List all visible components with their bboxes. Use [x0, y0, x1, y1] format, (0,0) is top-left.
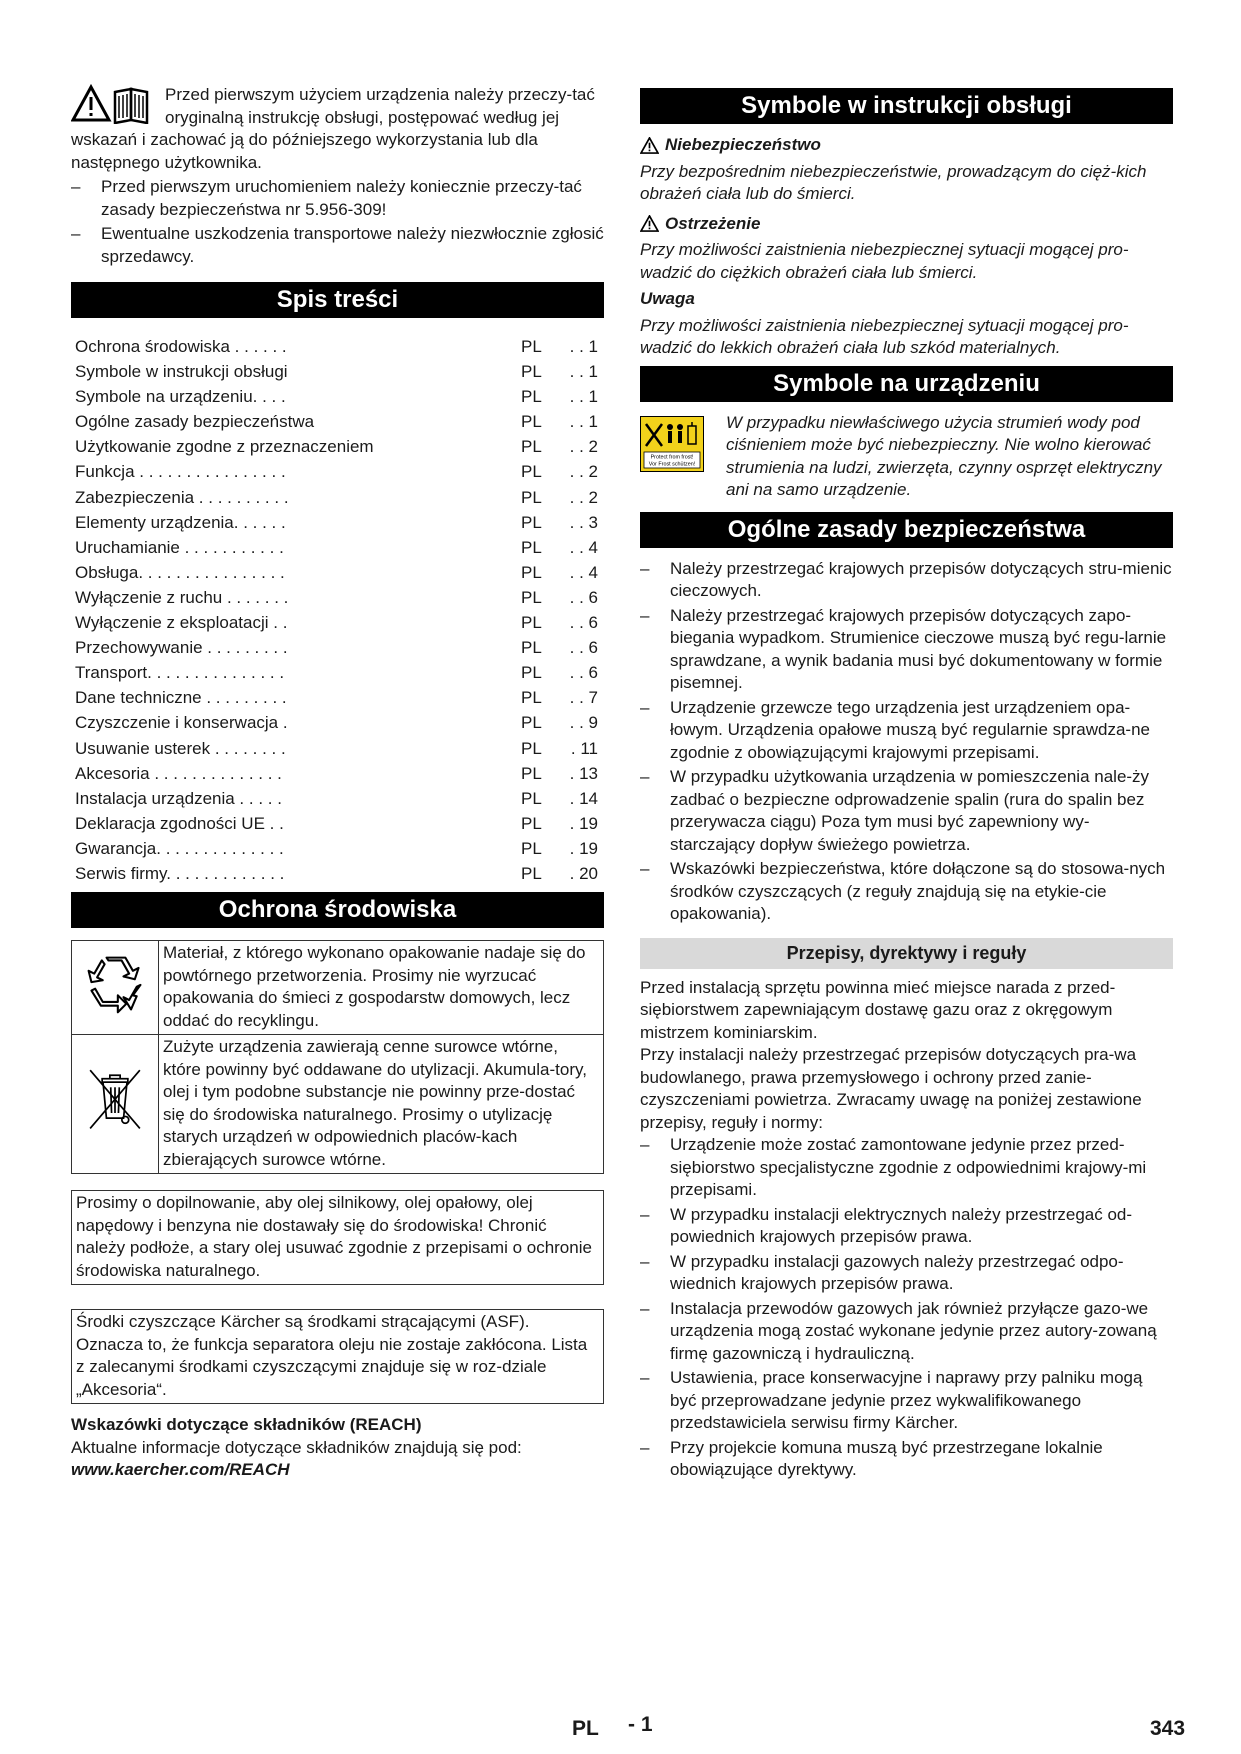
danger-label-row [640, 134, 1173, 157]
toc-lang: PL [521, 663, 542, 683]
right-column [640, 84, 1173, 1484]
toc-title: Przechowywanie . . . . . . . . . [75, 638, 288, 658]
regulations-bullet: – Przy projekcie komuna muszą być przestrzegane lokalnie obowiązujące dyrektywy. [640, 1437, 1173, 1482]
toc-title: Ochrona środowiska . . . . . . [75, 337, 287, 356]
left-column [71, 84, 604, 1482]
reach-heading: Wskazówki dotyczące składników (REACH) [71, 1415, 422, 1435]
intro-bullet: – Ewentualne uszkodzenia transportowe należy niezwłocznie zgłosić sprzedawcy. [71, 223, 604, 268]
oil-note-box: Prosimy o dopilnowanie, aby olej silnikowy, olej opałowy, olej napędowy i benzyna nie dostawały się do środowiska! Chronić należy podłoże, a stary olej usuwać zgodnie z przepisami o ochronie środowiska naturalnego. [71, 1190, 604, 1285]
toc-page: . . 3 [569, 512, 598, 532]
toc-page: . 11 [570, 738, 598, 758]
safety-bullet: – Wskazówki bezpieczeństwa, które dołączone są do stosowa-nych środków czyszczących (z reguły znajdują się na etykie-cie opakowania). [640, 858, 1173, 926]
device-label-text: Protect from frost! [650, 454, 694, 460]
device-symbol-row [640, 412, 1173, 502]
table-of-contents [71, 334, 604, 886]
toc-page: . . 6 [569, 587, 598, 607]
recycling-icon [82, 951, 148, 1017]
toc-row[interactable] [71, 485, 604, 510]
toc-row[interactable] [71, 510, 604, 535]
environment-heading: Ochrona środowiska [71, 892, 604, 928]
warning-triangle-icon [640, 215, 659, 232]
toc-lang: PL [521, 863, 542, 883]
toc-page: . 13 [569, 763, 598, 783]
toc-row[interactable] [71, 685, 604, 710]
footer-language: PL [572, 1717, 599, 1740]
toc-lang: PL [521, 337, 542, 356]
toc-page: . . 2 [569, 437, 598, 457]
safety-bullet: – Należy przestrzegać krajowych przepisów dotyczących zapo-biegania wypadkom. Strumienice cieczowe muszą być regu-larnie sprawdzane, a wynik badania musi być dokumentowany w formie pisemnej. [640, 605, 1173, 695]
toc-row[interactable] [71, 836, 604, 861]
toc-lang: PL [521, 638, 542, 658]
toc-heading: Spis treści [71, 282, 604, 318]
toc-page: . . 4 [569, 537, 598, 557]
footer-total-page: 343 [1150, 1717, 1186, 1740]
toc-page: . 19 [569, 838, 598, 858]
toc-row[interactable] [71, 736, 604, 761]
device-label-picture [640, 412, 726, 502]
toc-row[interactable] [71, 861, 604, 886]
toc-lang: PL [521, 437, 542, 457]
toc-title: Usuwanie usterek . . . . . . . . [75, 738, 286, 758]
toc-page: . . 2 [569, 487, 598, 507]
toc-title: Funkcja . . . . . . . . . . . . . . . . [75, 462, 286, 482]
toc-lang: PL [521, 688, 542, 708]
intro-bullets [71, 176, 604, 268]
toc-title: Wyłączenie z ruchu . . . . . . . [75, 587, 289, 607]
recycling-icon-cell [72, 941, 159, 1035]
toc-row[interactable] [71, 710, 604, 735]
symbols-manual-heading: Symbole w instrukcji obsługi [640, 88, 1173, 124]
toc-title: Obsługa. . . . . . . . . . . . . . . . [75, 562, 285, 582]
toc-lang: PL [521, 587, 542, 607]
toc-page: . . 6 [569, 663, 598, 683]
recycling-text: Materiał, z którego wykonano opakowanie nadaje się do powtórnego przetworzenia. Prosimy nie wyrzucać opakowania do śmieci z gospodarstw domowych, lecz oddać do recyklingu. [159, 941, 604, 1035]
toc-page: . . 1 [569, 337, 598, 356]
regulations-intro: Przy instalacji należy przestrzegać przepisów dotyczących pra-wa budowlanego, prawa przemysłowego i ochrony przed zanie-czyszczeniami powietrza. Zwracamy uwagę na poniżej zestawione przepisy, reguły i normy: [640, 1045, 1142, 1132]
toc-page: . 19 [569, 813, 598, 833]
toc-lang: PL [521, 387, 542, 407]
safety-bullet: – W przypadku użytkowania urządzenia w pomieszczenia nale-ży zadbać o bezpieczne odprowadzenie spalin (rura do spalin bez przerywacza ciągu) Poza tym musi być zapewniony wy-starczający dopływ świeżego powietrza. [640, 766, 1173, 856]
regulations-bullets [640, 1134, 1173, 1482]
cleaner-note-box: Środki czyszczące Kärcher są środkami strącającymi (ASF). Oznacza to, że funkcja separatora oleju nie zostaje zakłócona. Lista z zalecanymi środkami czyszczącymi znajduje się w roz-dziale „Akcesoria“. [71, 1309, 604, 1404]
toc-lang: PL [521, 487, 542, 507]
toc-title: Czyszczenie i konserwacja . [75, 713, 288, 733]
danger-text: Przy bezpośrednim niebezpieczeństwie, prowadzącym do cięż-kich obrażeń ciała lub do śmierci. [640, 161, 1147, 203]
toc-row[interactable] [71, 334, 604, 359]
device-symbol-text: W przypadku niewłaściwego użycia strumień wody pod ciśnieniem może być niebezpieczny. Nie wolno kierować strumienia na ludzi, zwierzęta, czynny osprzęt elektryczny ani na samo urządzenie. [726, 412, 1162, 499]
toc-title: Użytkowanie zgodne z przeznaczeniem [75, 437, 374, 457]
toc-row[interactable] [71, 786, 604, 811]
warning-manual-icon [71, 84, 159, 124]
toc-page: . . 6 [569, 613, 598, 633]
toc-title: Serwis firmy. . . . . . . . . . . . . [75, 863, 285, 883]
safety-bullet: – Należy przestrzegać krajowych przepisów dotyczących stru-mienic cieczowych. [640, 558, 1173, 603]
toc-title: Akcesoria . . . . . . . . . . . . . . [75, 763, 282, 783]
reach-link[interactable]: www.kaercher.com/REACH [71, 1460, 290, 1480]
crossed-bin-icon [85, 1066, 145, 1136]
regulations-heading: Przepisy, dyrektywy i reguły [640, 938, 1173, 969]
disposal-text: Zużyte urządzenia zawierają cenne surowce wtórne, które powinny być oddawane do utylizacji. Akumula-tory, olej i tym podobne substancje nie powinny prze-dostać się do środowiska naturalnego. Prosimy o utylizację starych urządzeń w odpowiednich placów-kach zbierających surowce wtórne. [159, 1035, 604, 1174]
toc-row[interactable] [71, 359, 604, 384]
toc-lang: PL [521, 813, 542, 833]
toc-lang: PL [521, 562, 542, 582]
toc-page: . 14 [569, 788, 598, 808]
toc-title: Symbole na urządzeniu. . . . [75, 387, 286, 407]
regulations-bullet: – Urządzenie może zostać zamontowane jedynie przez przed-siębiorstwo specjalistyczne zgodnie z odpowiednimi krajowy-mi przepisami. [640, 1134, 1173, 1202]
toc-title: Dane techniczne . . . . . . . . . [75, 688, 287, 708]
toc-page: . . 1 [569, 387, 598, 407]
regulations-bullet: – Ustawienia, prace konserwacyjne i naprawy przy palniku mogą być przeprowadzane jedynie przez wykwalifikowanego przedstawiciela serwisu firmy Kärcher. [640, 1367, 1173, 1435]
toc-page: . 20 [569, 863, 598, 883]
toc-title: Deklaracja zgodności UE . . [75, 813, 284, 833]
toc-page: . . 9 [569, 713, 598, 733]
toc-lang: PL [521, 738, 542, 758]
toc-row[interactable] [71, 585, 604, 610]
toc-title: Symbole w instrukcji obsługi [75, 362, 288, 382]
safety-bullets [640, 558, 1173, 926]
toc-page: . . 6 [569, 638, 598, 658]
warning-triangle-icon [640, 137, 659, 154]
toc-lang: PL [521, 838, 542, 858]
intro-section [71, 84, 604, 268]
regulations-bullet: – W przypadku instalacji gazowych należy przestrzegać odpo-wiednich krajowych przepisów prawa. [640, 1251, 1173, 1296]
toc-title: Zabezpieczenia . . . . . . . . . . [75, 487, 289, 507]
toc-row[interactable] [71, 384, 604, 409]
toc-lang: PL [521, 362, 542, 382]
toc-lang: PL [521, 462, 542, 482]
toc-page: . . 4 [569, 562, 598, 582]
toc-lang: PL [521, 763, 542, 783]
safety-heading: Ogólne zasady bezpieczeństwa [640, 512, 1173, 548]
toc-row[interactable] [71, 660, 604, 685]
danger-label: Niebezpieczeństwo [665, 135, 821, 154]
toc-page: . . 7 [569, 688, 598, 708]
symbols-device-heading: Symbole na urządzeniu [640, 366, 1173, 402]
toc-row[interactable] [71, 635, 604, 660]
toc-title: Uruchamianie . . . . . . . . . . . [75, 537, 284, 557]
toc-lang: PL [521, 713, 542, 733]
intro-bullet: – Przed pierwszym uruchomieniem należy koniecznie przeczy-tać zasady bezpieczeństwa nr 5.956-309! [71, 176, 604, 221]
toc-row[interactable] [71, 434, 604, 459]
toc-lang: PL [521, 613, 542, 633]
water-jet-warning-icon [640, 416, 704, 472]
intro-text: Przed pierwszym użyciem urządzenia należy przeczy-tać oryginalną instrukcję obsługi, postępować według jej wskazań i zachować ją do późniejszego wykorzystania lub dla następnego użytkownika. [71, 85, 595, 172]
footer-page-number: - 1 [628, 1713, 653, 1736]
toc-title: Elementy urządzenia. . . . . . [75, 512, 286, 532]
toc-title: Transport. . . . . . . . . . . . . . . [75, 663, 285, 683]
safety-bullet: – Urządzenie grzewcze tego urządzenia jest urządzeniem opa-łowym. Urządzenia opałowe muszą być regularnie sprawdza-ne zgodnie z obowiązującymi krajowymi przepisami. [640, 697, 1173, 765]
toc-page: . . 1 [569, 412, 598, 432]
regulations-bullet: – Instalacja przewodów gazowych jak również przyłącze gazo-we urządzenia mogą zostać wykonane jedynie przez autory-zowaną firmę gazowniczą i hydrauliczną. [640, 1298, 1173, 1366]
toc-title: Wyłączenie z eksploatacji . . [75, 613, 288, 633]
toc-row[interactable] [71, 761, 604, 786]
toc-row[interactable] [71, 409, 604, 434]
caution-text: Przy możliwości zaistnienia niebezpiecznej sytuacji mogącej pro-wadzić do lekkich obrażeń ciała lub szkód materialnych. [640, 315, 1129, 357]
caution-label: Uwaga [640, 289, 695, 308]
toc-title: Gwarancja. . . . . . . . . . . . . . [75, 838, 284, 858]
reach-text: Aktualne informacje dotyczące składników znajdują się pod: [71, 1437, 522, 1457]
disposal-icon-cell [72, 1035, 159, 1174]
toc-page: . . 1 [569, 362, 598, 382]
toc-lang: PL [521, 512, 542, 532]
toc-row[interactable] [71, 610, 604, 635]
regulations-intro: Przed instalacją sprzętu powinna mieć miejsce narada z przed-siębiorstwem zapewniającym dostawę gazu oraz z okręgowym mistrzem kominiarskim. [640, 977, 1116, 1042]
toc-page: . . 2 [569, 462, 598, 482]
warning-label: Ostrzeżenie [665, 213, 761, 233]
toc-row[interactable] [71, 459, 604, 484]
toc-lang: PL [521, 788, 542, 808]
warning-text: Przy możliwości zaistnienia niebezpiecznej sytuacji mogącej pro-wadzić do ciężkich obrażeń ciała lub śmierci. [640, 240, 1129, 282]
toc-lang: PL [521, 412, 542, 432]
toc-lang: PL [521, 537, 542, 557]
toc-title: Ogólne zasady bezpieczeństwa [75, 412, 315, 432]
device-label-text: Vor Frost schützen! [648, 461, 696, 467]
toc-row[interactable] [71, 811, 604, 836]
toc-row[interactable] [71, 560, 604, 585]
toc-title: Instalacja urządzenia . . . . . [75, 788, 282, 808]
warning-label-row [640, 213, 1173, 236]
environment-table [71, 940, 604, 1174]
toc-row[interactable] [71, 535, 604, 560]
regulations-bullet: – W przypadku instalacji elektrycznych należy przestrzegać od-powiednich krajowych przepisów prawa. [640, 1204, 1173, 1249]
